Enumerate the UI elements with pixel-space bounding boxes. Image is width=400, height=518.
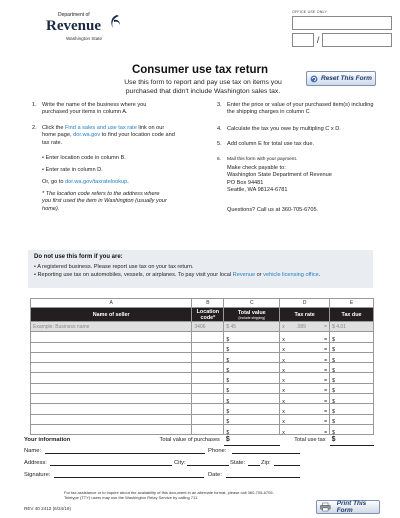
address-label: Address:: [24, 460, 47, 466]
equals-sign: =: [324, 388, 328, 395]
tax-rate-field[interactable]: [280, 424, 330, 434]
use-tax-table: [30, 298, 374, 446]
tax-rate-field[interactable]: [280, 342, 330, 352]
dor-home-link[interactable]: dor.wa.gov: [73, 132, 101, 139]
logo-state-text: Washington State: [66, 36, 103, 41]
dollar-sign: $: [332, 336, 335, 343]
header-total-value-sub: (Include shipping): [238, 315, 266, 320]
location-code-field[interactable]: [192, 414, 224, 424]
total-tax-label: Total use tax: [294, 437, 326, 444]
location-code-field[interactable]: [192, 424, 224, 434]
step-2-bullet-1: • Enter location code in column B.: [42, 155, 126, 161]
table-row: [31, 383, 374, 393]
equals-sign: =: [324, 367, 328, 374]
address-line: Seattle, WA 98124-6781: [227, 187, 288, 194]
equals-sign: =: [324, 357, 328, 364]
step-text: Write the name of the business where you purchased your items in column A.: [42, 102, 147, 116]
times-sign: x: [282, 336, 285, 343]
office-use-box: [322, 33, 392, 47]
table-row: [31, 342, 374, 352]
total-value-field[interactable]: [224, 383, 280, 393]
equals-sign: =: [324, 336, 328, 343]
item-text: or: [255, 272, 264, 278]
header-total-value: [224, 308, 280, 322]
seller-name-field[interactable]: [31, 332, 192, 342]
total-value-field[interactable]: [224, 414, 280, 424]
example-row: [31, 322, 374, 332]
dollar-sign: $: [332, 398, 335, 405]
revenue-office-link[interactable]: Revenue: [232, 272, 256, 278]
footer-line: For tax assistance or to inquire about the availability of this document in an alternate format, please call 360-705-6705.: [64, 490, 274, 495]
dollar-sign: $: [332, 378, 335, 385]
do-not-use-heading: Do not use this form if you are:: [34, 254, 123, 260]
payable-to: Make check payable to:: [227, 165, 286, 171]
signature-label: Signature:: [24, 472, 51, 478]
step-text: Add column E for total use tax due.: [227, 141, 315, 147]
step-number: 3.: [217, 102, 222, 108]
dollar-sign: $: [332, 429, 335, 436]
item-text: .: [318, 272, 321, 278]
footer-note: [64, 490, 274, 501]
seller-name-field[interactable]: [31, 394, 192, 404]
logo-agency-text: Revenue: [46, 18, 101, 34]
step-2-bullet-2: • Enter rate in column D.: [42, 167, 103, 173]
table-row: [31, 373, 374, 383]
table-row: [31, 352, 374, 362]
step-2: [32, 125, 178, 147]
tax-due-field[interactable]: [330, 332, 374, 342]
tax-rate-field[interactable]: [280, 332, 330, 342]
location-code-field[interactable]: [192, 394, 224, 404]
tax-rate-lookup-link[interactable]: dor.wa.gov/taxratelookup: [65, 179, 128, 185]
equals-sign: =: [324, 347, 328, 354]
office-use-slash: /: [316, 35, 320, 45]
note-text: * The location code refers to the address where you first used the item in Washington (usually your home).: [42, 191, 167, 212]
office-use-label: OFFICE USE ONLY: [292, 10, 328, 14]
find-tax-rate-link[interactable]: Find a sales and use tax rate: [65, 125, 137, 131]
seller-name-field[interactable]: [31, 383, 192, 393]
form-title: Consumer use tax return: [131, 64, 269, 76]
step-text: Calculate the tax you owe by multipling C x D.: [227, 126, 341, 132]
office-use-box: [292, 16, 392, 30]
step-6: [217, 156, 375, 163]
total-value-field[interactable]: [224, 332, 280, 342]
step-5: [217, 141, 375, 148]
header-location-code: Location code*: [192, 308, 224, 322]
location-code-field[interactable]: [192, 363, 224, 373]
location-code-field[interactable]: [192, 404, 224, 414]
dollar-sign: $: [226, 357, 230, 364]
table-row: [31, 424, 374, 434]
tax-due-field[interactable]: [330, 342, 374, 352]
dollar-sign: $: [332, 367, 335, 374]
dollar-sign: $: [226, 388, 230, 395]
tax-due-field[interactable]: [330, 404, 374, 414]
tax-rate-field[interactable]: [280, 383, 330, 393]
seller-name-field[interactable]: [31, 352, 192, 362]
form-subtitle: Use this form to report and pay use tax on items you purchased that didn't include Washington sales tax.: [124, 79, 282, 95]
step-number: 1.: [32, 102, 37, 108]
column-letter: D: [280, 299, 330, 308]
location-code-note: [42, 191, 170, 213]
your-information-heading: Your information: [24, 437, 71, 443]
seller-name-field[interactable]: [31, 342, 192, 352]
equals-sign: =: [324, 419, 328, 426]
tax-rate-field[interactable]: [280, 404, 330, 414]
seller-name-field[interactable]: [31, 373, 192, 383]
zip-label: Zip:: [261, 460, 271, 466]
example-seller: Example: Business name: [31, 322, 192, 332]
total-value-field[interactable]: [224, 352, 280, 362]
total-value-field[interactable]: [224, 373, 280, 383]
dollar-sign: $: [226, 367, 230, 374]
phone-label: Phone:: [208, 448, 227, 454]
reset-form-label: Reset This Form: [321, 75, 372, 82]
location-code-field[interactable]: [192, 352, 224, 362]
printer-icon: [320, 502, 331, 512]
do-not-use-item: • A registered business. Please report use tax on your tax return.: [34, 264, 194, 270]
seller-name-field[interactable]: [31, 404, 192, 414]
dollar-sign: $: [332, 419, 335, 426]
tax-due-field[interactable]: [330, 352, 374, 362]
total-value-label: Total value of purchases: [159, 437, 220, 444]
times-sign: x: [282, 388, 285, 395]
date-label: Date:: [208, 472, 222, 478]
logo-swoosh-icon: [108, 14, 122, 30]
questions-phone: Questions? Call us at 360-705-6705.: [227, 207, 319, 213]
example-total-value: $ 45: [224, 322, 280, 332]
example-rate-value: .089: [296, 323, 306, 330]
zip-field[interactable]: [274, 459, 300, 466]
dollar-sign: $: [226, 378, 230, 385]
times-sign: x: [282, 398, 285, 405]
total-value-field[interactable]: [224, 424, 280, 434]
times-sign: x: [282, 357, 285, 364]
step-text: Or, go to: [42, 179, 66, 185]
vehicle-licensing-link[interactable]: vehicle licensing office: [263, 272, 319, 278]
total-value-field[interactable]: [224, 363, 280, 373]
header-tax-due: Tax due: [330, 308, 374, 322]
state-field[interactable]: [248, 459, 260, 466]
column-letter: E: [330, 299, 374, 308]
office-use-box: [292, 33, 314, 47]
column-letter: A: [31, 299, 192, 308]
step-text: link on our home page,: [42, 125, 165, 139]
times-sign: x: [282, 378, 285, 385]
seller-name-field[interactable]: [31, 424, 192, 434]
footer-line: Teletype (TTY) users may use the Washington Relay Service by calling 711.: [64, 495, 199, 501]
times-sign: x: [282, 429, 285, 436]
equals-sign: =: [324, 429, 328, 436]
total-tax-field[interactable]: $: [330, 435, 374, 445]
step-number: 5.: [217, 141, 222, 147]
city-label: City:: [174, 460, 186, 466]
step-text: Enter the price or value of your purchased item(s) including the shipping charges in column C: [227, 102, 374, 116]
times-sign: x: [282, 367, 285, 374]
example-location-code: 3406: [192, 322, 224, 332]
address-field[interactable]: [50, 459, 172, 466]
equals-sign: =: [324, 409, 328, 416]
step-number: 4.: [217, 126, 222, 132]
total-value-field[interactable]: $: [224, 435, 280, 445]
location-code-field[interactable]: [192, 373, 224, 383]
tax-due-field[interactable]: [330, 414, 374, 424]
reset-icon: [310, 75, 318, 83]
table-row: [31, 394, 374, 404]
table-row: [31, 332, 374, 342]
step-2-alt: Or, go to dor.wa.gov/taxratelookup.: [42, 179, 129, 185]
header-tax-rate: Tax rate: [280, 308, 330, 322]
step-number: 2.: [32, 125, 37, 131]
logo-dept-text: Department of: [58, 12, 90, 18]
header-total-value-label: Total value: [237, 309, 266, 316]
tax-due-field[interactable]: [330, 424, 374, 434]
times-sign: x: [282, 409, 285, 416]
tax-rate-field[interactable]: [280, 414, 330, 424]
dollar-sign: $: [226, 429, 230, 436]
step-number: 6.: [217, 157, 222, 162]
example-tax-rate: [280, 322, 330, 332]
total-value-field[interactable]: [224, 404, 280, 414]
dollar-sign: $: [226, 398, 230, 405]
address-line: PO Box 94481: [227, 179, 264, 186]
tax-rate-field[interactable]: [280, 352, 330, 362]
dollar-sign: $: [332, 357, 335, 364]
total-value-field[interactable]: [224, 342, 280, 352]
dollar-sign: $: [226, 419, 230, 426]
table-row: [31, 404, 374, 414]
tax-rate-field[interactable]: [280, 363, 330, 373]
step-1: [32, 102, 172, 117]
example-tax-due: $ 4.01: [330, 322, 374, 332]
location-code-field[interactable]: [192, 342, 224, 352]
state-label: State:: [230, 460, 246, 466]
city-field[interactable]: [187, 459, 229, 466]
tax-due-field[interactable]: [330, 373, 374, 383]
revenue-logo: [46, 12, 126, 48]
print-form-button[interactable]: [316, 500, 380, 514]
times-sign: x: [282, 347, 285, 354]
tax-due-field[interactable]: [330, 394, 374, 404]
phone-field[interactable]: [232, 447, 300, 454]
tax-due-field[interactable]: [330, 363, 374, 373]
office-use-block: [292, 10, 392, 47]
dollar-sign: $: [226, 347, 230, 354]
dollar-sign: $: [226, 336, 230, 343]
column-letter: C: [224, 299, 280, 308]
total-value-field[interactable]: [224, 394, 280, 404]
mailing-address: [227, 165, 375, 195]
step-text: to find your location code and tax rate.: [42, 132, 175, 146]
equals-sign: =: [324, 398, 328, 405]
form-revision: REV 40 2412 (6/24/19): [24, 506, 71, 511]
tax-rate-field[interactable]: [280, 373, 330, 383]
reset-form-button[interactable]: [306, 71, 376, 86]
tax-due-field[interactable]: [330, 383, 374, 393]
signature-field[interactable]: [54, 471, 204, 478]
step-3: [217, 102, 375, 117]
step-text: Mail this form with your payment.: [227, 157, 298, 162]
name-label: Name:: [24, 448, 42, 454]
dollar-sign: $: [226, 409, 230, 416]
item-text: • Reporting use tax on automobiles, vessels, or airplanes. To pay visit your local: [34, 272, 233, 278]
seller-name-field[interactable]: [31, 414, 192, 424]
do-not-use-box: [28, 250, 373, 288]
tax-rate-field[interactable]: [280, 394, 330, 404]
step-4: [217, 126, 375, 133]
dollar-sign: $: [332, 409, 335, 416]
name-field[interactable]: [45, 447, 205, 454]
times-sign: x: [282, 323, 285, 330]
date-field[interactable]: [226, 471, 300, 478]
table-row: [31, 414, 374, 424]
equals-sign: =: [324, 323, 328, 330]
step-text: Click the: [42, 125, 66, 131]
header-name-of-seller: Name of seller: [31, 308, 192, 322]
do-not-use-item: [34, 271, 367, 279]
column-letter: B: [192, 299, 224, 308]
address-line: Washington State Department of Revenue: [227, 172, 332, 179]
dollar-sign: $: [332, 388, 335, 395]
print-form-label: Print This Form: [336, 500, 367, 514]
dollar-sign: $: [332, 347, 335, 354]
equals-sign: =: [324, 378, 328, 385]
table-row: [31, 363, 374, 373]
location-code-field[interactable]: [192, 383, 224, 393]
location-code-field[interactable]: [192, 332, 224, 342]
seller-name-field[interactable]: [31, 363, 192, 373]
times-sign: x: [282, 419, 285, 426]
